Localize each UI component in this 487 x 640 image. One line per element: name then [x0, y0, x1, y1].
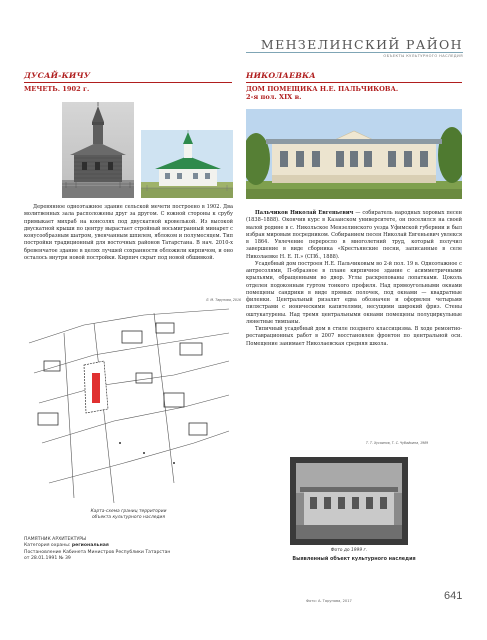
right-object-title [246, 85, 462, 102]
manor-historic-image [290, 457, 408, 545]
wooden-mosque-image [62, 102, 134, 198]
territory-map-drawing [24, 303, 233, 508]
header-divider [246, 52, 463, 53]
mosque-description [24, 204, 233, 262]
mosque-photo-historic [62, 102, 134, 198]
region-subtitle: ОБЪЕКТЫ КУЛЬТУРНОГО НАСЛЕДИЯ [383, 54, 463, 58]
manor-description [246, 210, 462, 348]
right-text-credit: Т. Т. Хусаинов, Т. С. Чубайкина, 1989 [366, 441, 429, 445]
page-number: 641 [444, 590, 463, 602]
manor-paragraph-1-text: — собиратель народных хоровых песен (1838–1888). Окончив курс в Казанском университете, он поселился на своей малой родине в с. Никольское Мензелинского уезда Уфимской губернии и был избран мировым посредником. Собиранием песен Николай Евгеньевич увлекся в 1864. Увлечение переросло в многолетний труд, который получил завершение в виде сборника «Крестьянские песни, записанные в селе Николаевке Н. Е. П.» (СПб., 1888). [246, 210, 463, 260]
left-object-title: МЕЧЕТЬ. 1902 г. [24, 85, 90, 93]
map-caption-line-2: объекта культурного наследия [91, 515, 166, 520]
monument-decree-line-2: от 28.01.1991 № 39 [24, 556, 71, 562]
region-title: МЕНЗЕЛИНСКИЙ РАЙОН [260, 37, 463, 52]
manor-historic-photo [290, 457, 408, 545]
monument-info [24, 537, 233, 563]
monument-label: ПАМЯТНИК АРХИТЕКТУРЫ [24, 537, 87, 542]
left-site-divider [24, 82, 232, 83]
right-site-divider [246, 82, 462, 83]
manor-house-image [246, 109, 462, 199]
historic-photo-caption: Фото до 1999 г. [330, 548, 368, 553]
monument-category: региональная [71, 543, 109, 549]
mosque-photo-current [141, 130, 233, 198]
monument-category-prefix: Категория охраны: [24, 543, 71, 549]
mosque-description-paragraph: Деревянное одноэтажное здание сельской мечети построено в 1902. Два молитвенных зала расположены друг за другом. С южной стороны к срубу примыкает михраб на консолях под двускатной кровелькой. Из высокой двускатной крыши по центру вырастает стройный восьмигранный минарет с конусообразным шатром, увенчанным шпилем, яблоком и полумесяцем. Тип постройки традиционный для восточных районов Татарстана. В нач. 2010-х бревенчатое здание в целях лучшей сохранности обложили кирпичом, и оно осталось внутри новой постройки. Кирпич скрыт под новой обшивкой. [24, 204, 233, 261]
territory-map [24, 303, 233, 508]
right-object-title-line-2: 2-я пол. XIX в. [246, 93, 302, 102]
green-roof-mosque-image [141, 130, 233, 198]
manor-house-photo [246, 109, 462, 199]
manor-paragraph-3: Типичный усадебный дом в стиле позднего классицизма. В ходе ремонтно-реставрационных работ в 2007 восстановлен фронтон по центральной оси. Помещение занимает Николаевская средняя школа. [246, 326, 462, 347]
right-site-name: НИКОЛАЕВКА [246, 71, 316, 80]
footer-photo-credit: Фото: А. Тарунова, 2017 [306, 599, 352, 603]
detected-object-label: Выявленный объект культурного наследия [292, 556, 416, 562]
manor-paragraph-1 [246, 210, 462, 261]
map-caption-line-1: Карта-схема границ территории [90, 509, 167, 514]
left-photo-credit: Л. М. Тарунова, 2016 [206, 298, 242, 302]
left-site-name: ДУСАЙ-КИЧУ [24, 71, 91, 80]
manor-paragraph-2: Усадебный дом построен Н.Е. Пальчиковым во 2-й пол. 19 в. Одноэтажное с антресолями, П-образное в плане кирпичное здание с асимметричными крыльями, обращенными во двор. Углы раскрепованы лопатками. Цоколь отделен подоконным гуртом тонкого профиля. Над прямоугольными окнами помещены сандрики в виде прямых полочек, под окнами — квадратные филенки. Центральный ризалит едва обозначен и оформлен четырьмя пилястрами с ионическими капителями, несущими широкий фриз. Стены оштукатурены. Над тремя центральными окнами помещены полуциркульные люнетные тимпаны. [246, 260, 462, 325]
right-object-title-line-1: ДОМ ПОМЕЩИКА Н.Е. ПАЛЬЧИКОВА. [246, 85, 399, 93]
map-caption [24, 509, 233, 521]
person-name: Пальчиков Николай Евгеньевич [255, 210, 354, 216]
monument-decree-line-1: Постановление Кабинета Министров Республики Татарстан [24, 549, 171, 555]
